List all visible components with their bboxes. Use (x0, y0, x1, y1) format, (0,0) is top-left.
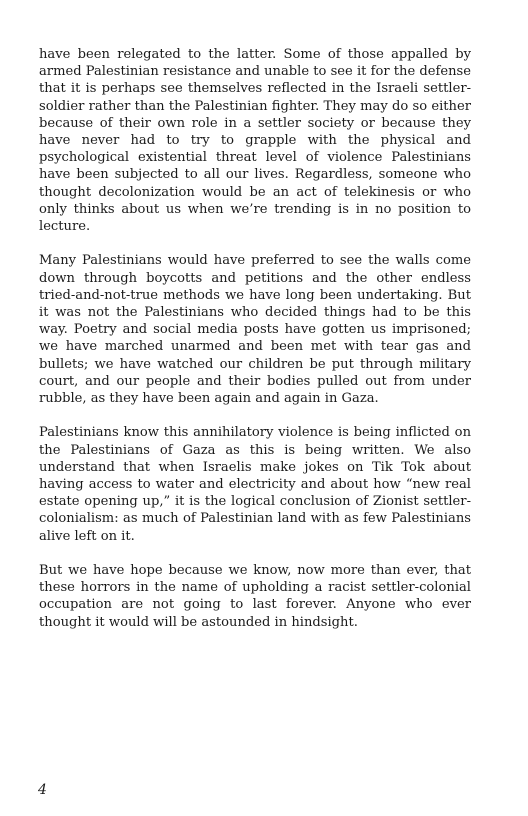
page-number: 4 (38, 782, 47, 798)
page-body (39, 46, 471, 648)
paragraph-3: Palestinians know this annihilatory violence is being inflicted on the Palestinians of Gaza as this is being written. We also understand that when Israelis make jokes on Tik Tok about having access to water and electricity and about how “new real estate opening up,” it is the logical conclusion of Zionist settler-colonialism: as much of Palestinian land with as few Palestinians alive left on it. (39, 425, 471, 544)
paragraph-1: have been relegated to the latter. Some of those appalled by armed Palestinian resistance and unable to see it for the defense that it is perhaps see themselves reflected in the Israeli settler-soldier rather than the Palestinian fighter. They may do so either because of their own role in a settler society or because they have never had to try to grapple with the physical and psychological existential threat level of violence Palestinians have been subjected to all our lives. Regardless, someone who thought decolonization would be an act of telekinesis or who only thinks about us when we’re trending is in no position to lecture. (39, 47, 471, 235)
paragraph-2: Many Palestinians would have preferred to see the walls come down through boycotts and petitions and the other endless tried-and-not-true methods we have long been undertaking. But it was not the Palestinians who decided things had to be this way. Poetry and social media posts have gotten us imprisoned; we have marched unarmed and been met with tear gas and bullets; we have watched our children be put through military court, and our people and their bodies pulled out from under rubble, as they have been again and again in Gaza. (39, 253, 471, 407)
paragraph-4: But we have hope because we know, now more than ever, that these horrors in the name of upholding a racist settler-colonial occupation are not going to last forever. Anyone who ever thought it would will be astounded in hindsight. (39, 563, 471, 630)
